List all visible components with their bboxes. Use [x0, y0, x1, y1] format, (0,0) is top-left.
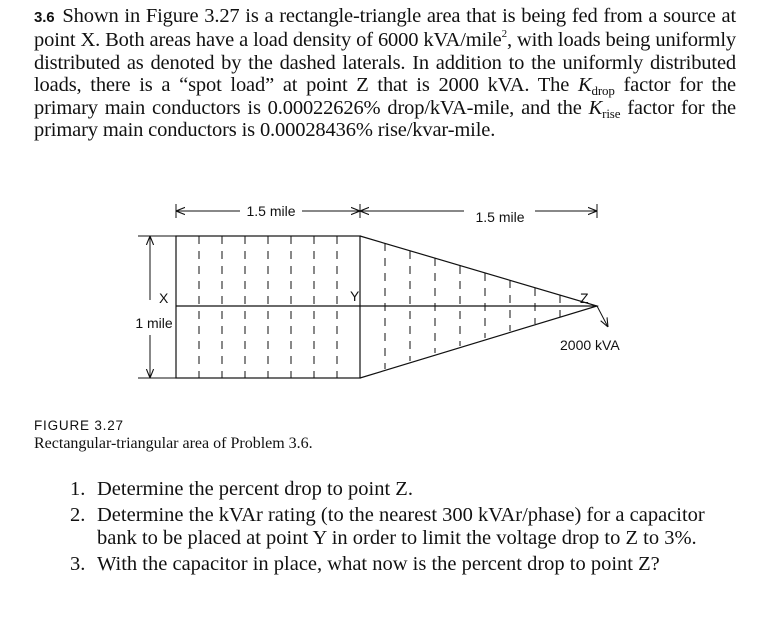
k-drop-symbol: K [577, 74, 592, 97]
question-number: 1. [70, 478, 86, 500]
problem-text-c: factor for the primary main conductors is 0.00022626% drop/kVA-mile, and the [34, 74, 736, 119]
dimension-right [360, 204, 597, 225]
problem-text-d: factor for the primary main conductors is 0.00028436% rise/kvar-mile. [34, 96, 736, 142]
triangle-area [360, 236, 597, 378]
k-rise-subscript: rise [602, 105, 621, 121]
dimension-left-label: 1.5 mile [246, 203, 296, 219]
question-number: 3. [70, 553, 86, 576]
dimension-left [176, 203, 360, 219]
questions-list [70, 478, 720, 580]
figure-caption [34, 418, 313, 453]
k-drop-subscript: drop [591, 83, 615, 99]
dimension-height [135, 236, 176, 378]
spot-load-arrow [597, 306, 608, 327]
question-item [70, 504, 720, 549]
problem-number: 3.6 [34, 9, 55, 26]
rectangle-laterals [199, 236, 337, 378]
problem-statement [34, 5, 736, 141]
figure-3-27 [0, 195, 780, 415]
point-x-label: X [159, 290, 169, 306]
figure-title: FIGURE 3.27 [34, 418, 124, 433]
k-rise-symbol: K [588, 96, 603, 119]
question-text: Determine the percent drop to point Z. [97, 478, 413, 500]
problem-text-a: Shown in Figure 3.27 is a rectangle-triangle area that is being fed from a source at point X. Both areas have a load density of 6000 kVA/mile [34, 5, 736, 52]
problem-text-b: , with loads being uniformly distributed as denoted by the dashed laterals. In addition to the uniformly distributed loads, there is a “spot load” at point Z that is 2000 kVA. The [34, 29, 736, 97]
point-y-label: Y [350, 288, 360, 304]
spot-load-label: 2000 kVA [560, 337, 620, 353]
point-z-label: Z [580, 290, 589, 306]
question-number: 2. [70, 504, 86, 527]
figure-description: Rectangular-triangular area of Problem 3.6. [34, 435, 313, 452]
height-label: 1 mile [135, 315, 173, 331]
question-item [70, 478, 720, 500]
question-text: Determine the kVAr rating (to the nearest 300 kVAr/phase) for a capacitor bank to be placed at point Y in order to limit the voltage drop to Z to 3%. [97, 504, 705, 549]
dimension-right-label: 1.5 mile [475, 209, 525, 225]
question-text: With the capacitor in place, what now is the percent drop to point Z? [97, 553, 660, 576]
mile-squared-superscript: 2 [501, 28, 507, 41]
question-item [70, 553, 720, 575]
